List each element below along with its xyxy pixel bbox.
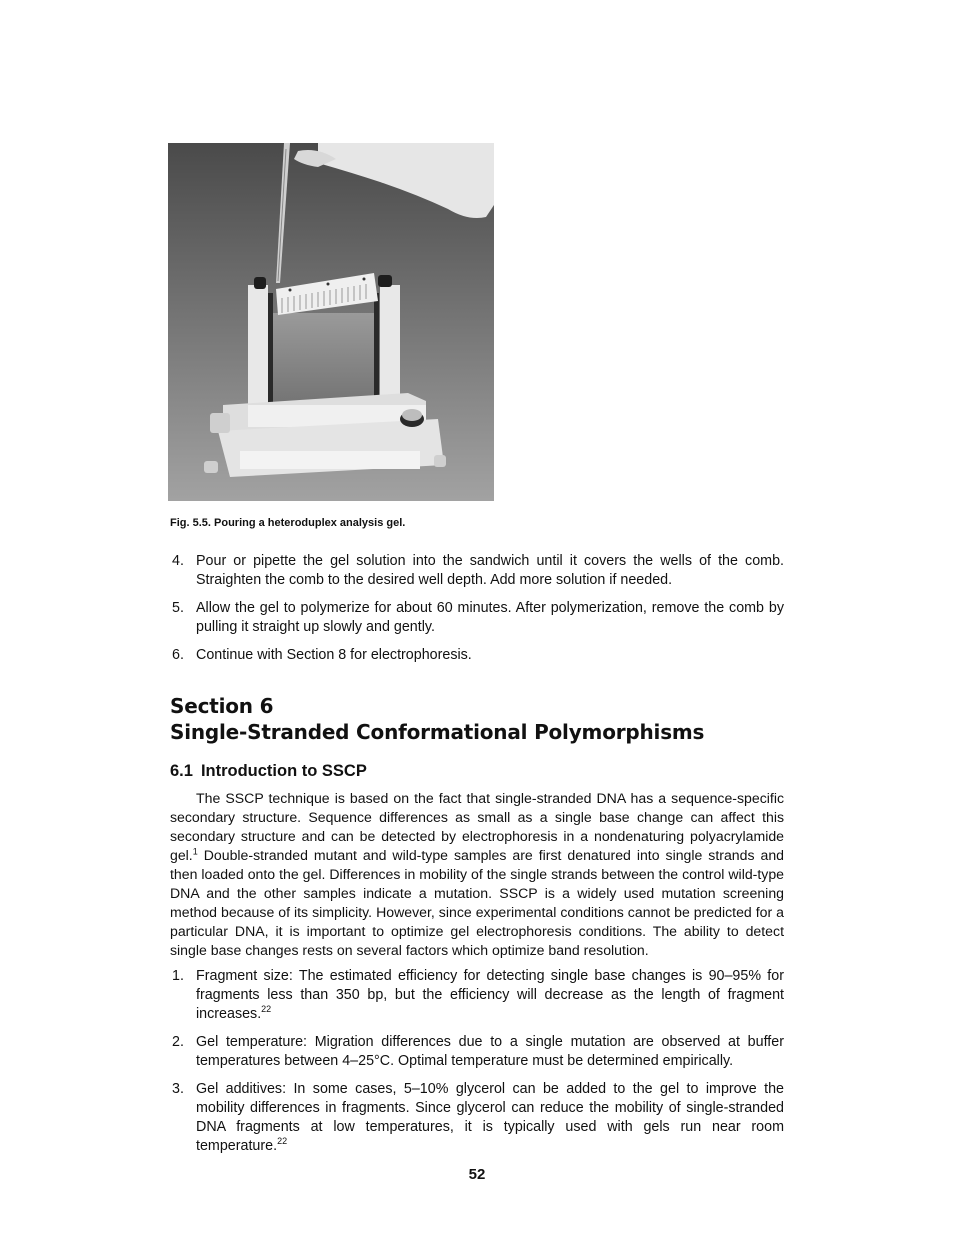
gel-casting-photo	[168, 143, 494, 501]
reference-superscript: 22	[261, 1004, 272, 1015]
list-item	[170, 1080, 784, 1156]
section-heading-line1: Section 6	[170, 694, 274, 718]
step-text: Fragment size: The estimated efficiency for detecting single base changes is 90–95% for fragments less than 350 bp, but the efficiency will decrease as the length of fragment increases.	[196, 968, 784, 1022]
list-item	[170, 599, 784, 637]
step-number: 6.	[172, 647, 184, 663]
reference-superscript: 1	[192, 846, 198, 857]
step-number: 3.	[172, 1081, 184, 1097]
figure-photo	[168, 143, 494, 501]
subsection-title: Introduction to SSCP	[200, 762, 367, 780]
list-item	[170, 1033, 784, 1071]
list-item	[170, 552, 784, 590]
subsection-heading	[170, 762, 367, 781]
section-heading-line2: Single-Stranded Conformational Polymorphisms	[170, 720, 705, 744]
intro-paragraph	[170, 789, 784, 960]
step-text: Continue with Section 8 for electrophoresis.	[196, 647, 472, 663]
step-list-sscp-factors	[170, 967, 784, 1165]
step-list-gel-pouring	[170, 552, 784, 674]
figure-caption: Fig. 5.5. Pouring a heteroduplex analysis gel.	[170, 517, 406, 529]
step-text: Gel temperature: Migration differences due to a single mutation are observed at buffer temperatures between 4–25°C. Optimal temperature must be determined empirically.	[196, 1034, 784, 1069]
step-number: 2.	[172, 1034, 184, 1050]
intro-text-part2: Double-stranded mutant and wild-type samples are first denatured into single strands and then loaded onto the gel. Differences in mobility of the single strands between the control wild-type DNA and the other samples indicate a mutation. SSCP is a widely used mutation screening method because of its simplicity. However, since experimental conditions cannot be predicted for a particular DNA, it is important to optimize gel electrophoresis conditions. The ability to detect single base changes rests on several factors which optimize band resolution.	[170, 847, 784, 958]
subsection-number: 6.1	[170, 762, 193, 780]
step-text: Pour or pipette the gel solution into the sandwich until it covers the wells of the comb. Straighten the comb to the desired well depth. Add more solution if needed.	[196, 553, 784, 588]
page-number: 52	[468, 1166, 486, 1183]
intro-text-part1: The SSCP technique is based on the fact that single-stranded DNA has a sequence-specific secondary structure. Sequence differences as small as a single base change can affect this secondary structure and can be detected by electrophoresis in a nondenaturing polyacrylamide gel.	[170, 790, 784, 863]
step-text: Gel additives: In some cases, 5–10% glycerol can be added to the gel to improve the mobility differences in fragments. Since glycerol can reduce the mobility of single-stranded DNA fragments at low temperatures, it is typically used with gels run near room temperature.	[196, 1081, 784, 1154]
list-item	[170, 967, 784, 1024]
step-text: Allow the gel to polymerize for about 60 minutes. After polymerization, remove the comb by pulling it straight up slowly and gently.	[196, 600, 784, 635]
step-number: 1.	[172, 968, 184, 984]
step-number: 4.	[172, 553, 184, 569]
section-heading	[170, 693, 704, 745]
step-number: 5.	[172, 600, 184, 616]
reference-superscript: 22	[277, 1136, 288, 1147]
list-item	[170, 646, 784, 665]
